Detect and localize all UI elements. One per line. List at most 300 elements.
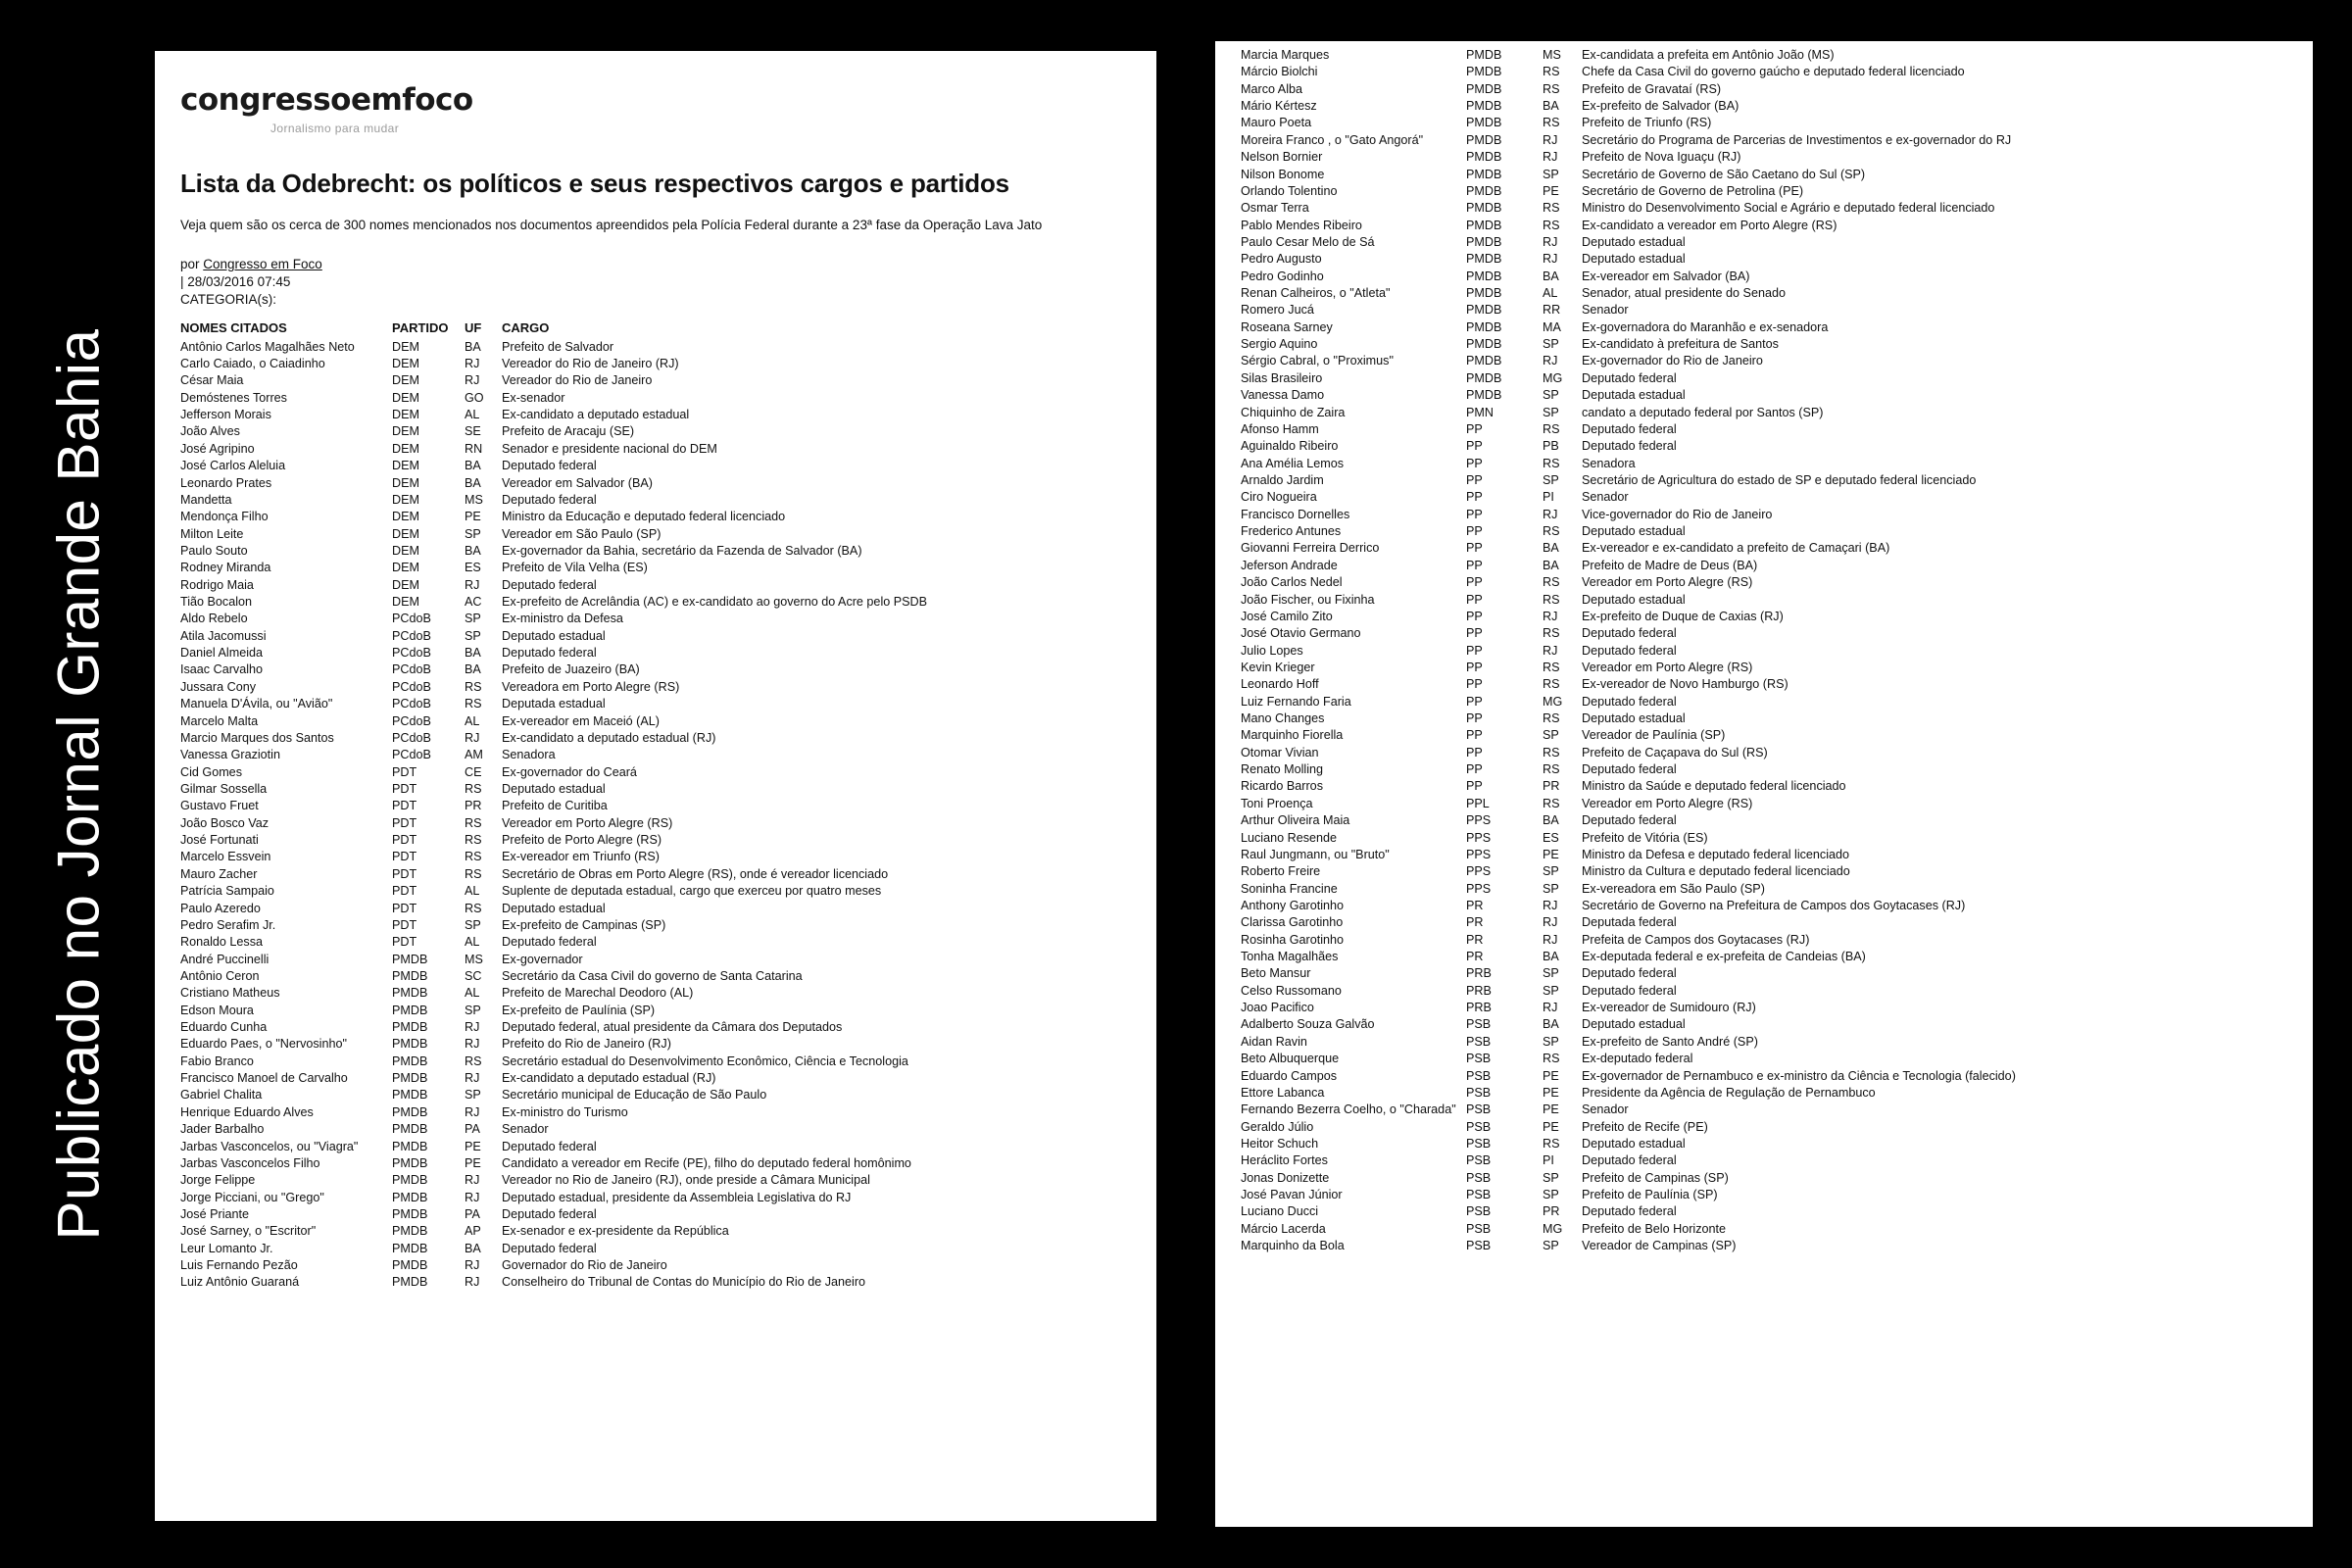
cell-nome: Pedro Augusto <box>1241 252 1322 267</box>
cell-partido: PMDB <box>392 1071 428 1086</box>
cell-cargo: Prefeito de Curitiba <box>502 799 608 813</box>
byline <box>180 256 1131 308</box>
cell-cargo: Governador do Rio de Janeiro <box>502 1258 667 1273</box>
cell-cargo: Ex-vereador em Salvador (BA) <box>1582 269 1750 283</box>
cell-uf: BA <box>1543 558 1559 572</box>
cell-partido: PP <box>1466 779 1483 794</box>
cell-cargo: Ex-prefeito de Paulínia (SP) <box>502 1003 656 1017</box>
cell-partido: PSB <box>1466 1102 1492 1117</box>
cell-partido: PDT <box>392 901 417 915</box>
table-row <box>180 985 1131 1002</box>
cell-nome: Heráclito Fortes <box>1241 1153 1328 1168</box>
cell-uf: RS <box>1543 626 1560 641</box>
table-row <box>180 798 1131 814</box>
cell-cargo: Vereador em Salvador (BA) <box>502 475 653 490</box>
cell-uf: MG <box>1543 370 1563 385</box>
cell-cargo: Deputado federal <box>1582 983 1677 998</box>
cell-uf: RS <box>465 901 482 915</box>
cell-cargo: Prefeito de Madre de Deus (BA) <box>1582 558 1758 572</box>
cell-partido: DEM <box>392 441 419 456</box>
cell-nome: Pedro Serafim Jr. <box>180 917 276 932</box>
cell-partido: DEM <box>392 390 419 405</box>
cell-uf: RJ <box>465 1071 480 1086</box>
cell-uf: RJ <box>465 1275 480 1290</box>
cell-partido: PP <box>1466 524 1483 539</box>
cell-partido: PMDB <box>392 1155 428 1170</box>
byline-prefix: por <box>180 257 204 272</box>
cell-cargo: Deputado federal <box>1582 762 1677 777</box>
cell-nome: Roberto Freire <box>1241 864 1321 879</box>
table-row <box>1241 251 2287 268</box>
table-row <box>180 577 1131 594</box>
cell-nome: Cristiano Matheus <box>180 986 280 1001</box>
cell-nome: Marco Alba <box>1241 81 1302 96</box>
cell-nome: Joao Pacifico <box>1241 1001 1314 1015</box>
table-row <box>180 764 1131 781</box>
cell-cargo: Deputado federal, atual presidente da Câmara dos Deputados <box>502 1020 843 1035</box>
cell-uf: SP <box>1543 337 1559 352</box>
cell-nome: Frederico Antunes <box>1241 524 1342 539</box>
cell-cargo: Presidente da Agência de Regulação de Pernambuco <box>1582 1085 1876 1100</box>
cell-partido: PMDB <box>392 1258 428 1273</box>
cell-partido: PSB <box>1466 1137 1492 1151</box>
cell-cargo: Deputada estadual <box>1582 388 1686 403</box>
cell-nome: Raul Jungmann, ou "Bruto" <box>1241 847 1390 861</box>
cell-nome: Paulo Souto <box>180 543 248 558</box>
cell-uf: RS <box>465 815 482 830</box>
cell-cargo: Secretário de Governo na Prefeitura de Campos dos Goytacases (RJ) <box>1582 898 1966 912</box>
cell-partido: PMDB <box>392 1224 428 1239</box>
cell-partido: PMDB <box>1466 48 1502 62</box>
cell-cargo: Prefeito de Triunfo (RS) <box>1582 116 1712 130</box>
cell-uf: SP <box>1543 167 1559 181</box>
site-logo: congressoemfoco <box>180 82 473 118</box>
column-header-nome: NOMES CITADOS <box>180 319 287 335</box>
cell-uf: AL <box>465 713 480 728</box>
cell-partido: PCdoB <box>392 713 431 728</box>
cell-partido: PCdoB <box>392 662 431 677</box>
cell-partido: PMDB <box>1466 337 1502 352</box>
cell-uf: RS <box>1543 1137 1560 1151</box>
cell-partido: PSB <box>1466 1170 1492 1185</box>
cell-cargo: Prefeito de Gravataí (RS) <box>1582 81 1722 96</box>
cell-uf: RJ <box>465 577 480 592</box>
cell-partido: PP <box>1466 609 1483 623</box>
table-row <box>180 679 1131 696</box>
table-row <box>1241 812 2287 829</box>
cell-uf: RJ <box>1543 915 1558 930</box>
cell-cargo: Ex-governador do Ceará <box>502 764 637 779</box>
cell-nome: Antônio Ceron <box>180 968 260 983</box>
cell-cargo: Deputado federal <box>502 1241 597 1255</box>
cell-nome: Tião Bocalon <box>180 595 253 610</box>
cell-nome: Pablo Mendes Ribeiro <box>1241 218 1362 232</box>
cell-uf: MG <box>1543 694 1563 709</box>
cell-nome: Luis Fernando Pezão <box>180 1258 298 1273</box>
table-row <box>1241 269 2287 285</box>
cell-cargo: Deputado federal <box>502 1139 597 1153</box>
table-header-row <box>180 318 1131 339</box>
people-table-left-body <box>180 339 1131 1292</box>
table-row <box>180 1139 1131 1155</box>
table-row <box>180 901 1131 917</box>
table-row <box>1241 863 2287 880</box>
cell-partido: PP <box>1466 421 1483 436</box>
cell-nome: Leonardo Hoff <box>1241 677 1319 692</box>
document-page-right <box>1215 41 2313 1527</box>
cell-partido: PSB <box>1466 1204 1492 1219</box>
cell-partido: PDT <box>392 799 417 813</box>
cell-partido: PCdoB <box>392 697 431 711</box>
cell-cargo: Ex-vereador e ex-candidato a prefeito de Camaçari (BA) <box>1582 541 1890 556</box>
cell-cargo: Prefeito de Salvador <box>502 339 614 354</box>
cell-partido: PMDB <box>392 1054 428 1068</box>
cell-nome: Manuela D'Ávila, ou "Avião" <box>180 697 333 711</box>
masthead <box>180 82 1131 135</box>
table-row <box>1241 302 2287 318</box>
cell-cargo: Deputado estadual <box>1582 1017 1686 1032</box>
cell-uf: RS <box>1543 711 1560 726</box>
table-row <box>180 356 1131 372</box>
cell-uf: SP <box>465 526 481 541</box>
cell-uf: PE <box>1543 1085 1559 1100</box>
cell-cargo: Candidato a vereador em Recife (PE), filho do deputado federal homônimo <box>502 1155 911 1170</box>
cell-partido: PMDB <box>1466 116 1502 130</box>
cell-nome: Eduardo Paes, o "Nervosinho" <box>180 1037 347 1052</box>
cell-partido: PP <box>1466 592 1483 607</box>
cell-nome: Henrique Eduardo Alves <box>180 1104 314 1119</box>
cell-nome: Vanessa Graziotin <box>180 748 280 762</box>
cell-uf: RJ <box>1543 643 1558 658</box>
cell-cargo: Senador <box>502 1122 549 1137</box>
cell-uf: AL <box>465 408 480 422</box>
cell-partido: PMDB <box>392 1003 428 1017</box>
table-row <box>180 934 1131 951</box>
cell-uf: RN <box>465 441 483 456</box>
cell-nome: Leur Lomanto Jr. <box>180 1241 273 1255</box>
cell-cargo: Prefeito de Caçapava do Sul (RS) <box>1582 745 1768 760</box>
cell-cargo: Ministro do Desenvolvimento Social e Agrário e deputado federal licenciado <box>1582 201 1995 216</box>
cell-cargo: Ex-senador <box>502 390 565 405</box>
cell-uf: RS <box>1543 1052 1560 1066</box>
table-row <box>1241 847 2287 863</box>
cell-cargo: Ex-prefeito de Campinas (SP) <box>502 917 666 932</box>
cell-cargo: Deputado federal <box>1582 439 1677 454</box>
table-row <box>1241 1068 2287 1085</box>
cell-cargo: Prefeito de Vila Velha (ES) <box>502 561 648 575</box>
byline-date: | 28/03/2016 07:45 <box>180 274 291 290</box>
cell-partido: PMDB <box>1466 81 1502 96</box>
cell-cargo: Ex-governador <box>502 952 583 966</box>
cell-nome: Giovanni Ferreira Derrico <box>1241 541 1380 556</box>
table-row <box>1241 1136 2287 1152</box>
cell-partido: DEM <box>392 408 419 422</box>
cell-partido: PMDB <box>1466 234 1502 249</box>
cell-uf: PE <box>1543 183 1559 198</box>
cell-cargo: Vereador de Paulínia (SP) <box>1582 728 1726 743</box>
cell-uf: BA <box>465 475 481 490</box>
cell-nome: Luciano Ducci <box>1241 1204 1319 1219</box>
cell-partido: PMDB <box>1466 218 1502 232</box>
cell-nome: Osmar Terra <box>1241 201 1309 216</box>
cell-cargo: Ex-candidato a deputado estadual (RJ) <box>502 730 716 745</box>
cell-nome: Pedro Godinho <box>1241 269 1324 283</box>
cell-nome: Márcio Biolchi <box>1241 65 1318 79</box>
cell-partido: PMDB <box>392 1206 428 1221</box>
table-row <box>1241 625 2287 642</box>
cell-nome: Renan Calheiros, o "Atleta" <box>1241 286 1391 301</box>
cell-cargo: Ex-vereador em Maceió (AL) <box>502 713 660 728</box>
cell-uf: SP <box>1543 1034 1559 1049</box>
cell-partido: PR <box>1466 898 1484 912</box>
cell-partido: PDT <box>392 866 417 881</box>
table-row <box>180 492 1131 509</box>
table-row <box>180 1155 1131 1172</box>
table-row <box>180 730 1131 747</box>
people-table-right <box>1241 47 2287 1255</box>
cell-uf: SP <box>1543 405 1559 419</box>
cell-partido: PDT <box>392 833 417 848</box>
cell-cargo: candato a deputado federal por Santos (SP) <box>1582 405 1824 419</box>
cell-cargo: Deputado federal <box>1582 421 1677 436</box>
cell-uf: RS <box>1543 796 1560 810</box>
table-row <box>1241 727 2287 744</box>
cell-cargo: Deputado estadual <box>1582 234 1686 249</box>
cell-uf: BA <box>465 646 481 661</box>
table-row <box>1241 523 2287 540</box>
cell-cargo: Deputado federal <box>502 646 597 661</box>
cell-uf: RS <box>1543 201 1560 216</box>
cell-nome: Clarissa Garotinho <box>1241 915 1344 930</box>
cell-partido: PMDB <box>392 1104 428 1119</box>
cell-uf: BA <box>1543 950 1559 964</box>
cell-uf: RS <box>465 850 482 864</box>
cell-cargo: Prefeito de Nova Iguaçu (RJ) <box>1582 150 1741 165</box>
cell-partido: DEM <box>392 577 419 592</box>
cell-nome: Ana Amélia Lemos <box>1241 456 1345 470</box>
cell-uf: PE <box>1543 1102 1559 1117</box>
cell-nome: Francisco Manoel de Carvalho <box>180 1071 348 1086</box>
cell-uf: PB <box>1543 439 1559 454</box>
cell-cargo: Deputado estadual <box>1582 252 1686 267</box>
cell-cargo: Secretário da Casa Civil do governo de Santa Catarina <box>502 968 803 983</box>
cell-cargo: Ex-vereador em Triunfo (RS) <box>502 850 660 864</box>
cell-partido: PPS <box>1466 830 1492 845</box>
table-row <box>1241 592 2287 609</box>
cell-nome: Marquinho Fiorella <box>1241 728 1344 743</box>
table-row <box>1241 489 2287 506</box>
cell-partido: PP <box>1466 490 1483 505</box>
table-row <box>180 696 1131 712</box>
cell-nome: Aguinaldo Ribeiro <box>1241 439 1339 454</box>
cell-cargo: Ex-prefeito de Acrelândia (AC) e ex-candidato ao governo do Acre pelo PSDB <box>502 595 928 610</box>
cell-cargo: Prefeito do Rio de Janeiro (RJ) <box>502 1037 671 1052</box>
table-row <box>1241 1238 2287 1254</box>
cell-nome: Beto Mansur <box>1241 966 1311 981</box>
cell-cargo: Vereador em São Paulo (SP) <box>502 526 662 541</box>
cell-partido: PSB <box>1466 1188 1492 1202</box>
cell-nome: Chiquinho de Zaira <box>1241 405 1346 419</box>
table-row <box>180 645 1131 662</box>
cell-partido: PMDB <box>392 1122 428 1137</box>
cell-cargo: Ex-candidato à prefeitura de Santos <box>1582 337 1779 352</box>
cell-nome: Gilmar Sossella <box>180 782 268 796</box>
cell-uf: BA <box>465 662 481 677</box>
table-row <box>1241 319 2287 336</box>
cell-nome: Renato Molling <box>1241 762 1324 777</box>
cell-cargo: Vereadora em Porto Alegre (RS) <box>502 679 680 694</box>
cell-partido: PMDB <box>392 1190 428 1204</box>
cell-cargo: Deputado estadual <box>502 628 606 643</box>
cell-cargo: Deputado federal <box>1582 966 1677 981</box>
table-row <box>180 866 1131 883</box>
cell-cargo: Deputada federal <box>1582 915 1677 930</box>
cell-partido: PRB <box>1466 983 1492 998</box>
cell-uf: SP <box>1543 1188 1559 1202</box>
cell-cargo: Prefeito de Paulínia (SP) <box>1582 1188 1718 1202</box>
table-row <box>180 713 1131 730</box>
cell-nome: José Camilo Zito <box>1241 609 1333 623</box>
cell-cargo: Prefeito de Marechal Deodoro (AL) <box>502 986 694 1001</box>
cell-cargo: Deputado federal <box>1582 643 1677 658</box>
table-row <box>1241 81 2287 98</box>
cell-cargo: Ministro da Cultura e deputado federal licenciado <box>1582 864 1850 879</box>
cell-uf: ES <box>1543 830 1559 845</box>
table-row <box>180 560 1131 576</box>
table-row <box>1241 660 2287 676</box>
cell-partido: PSB <box>1466 1017 1492 1032</box>
cell-nome: Antônio Carlos Magalhães Neto <box>180 339 355 354</box>
cell-partido: PP <box>1466 677 1483 692</box>
cell-nome: Roseana Sarney <box>1241 319 1333 334</box>
vertical-watermark-caption <box>0 0 157 1568</box>
cell-cargo: Deputado federal <box>1582 813 1677 828</box>
cell-uf: SP <box>1543 388 1559 403</box>
cell-cargo: Senadora <box>1582 456 1636 470</box>
cell-nome: Fabio Branco <box>180 1054 254 1068</box>
cell-cargo: Deputado estadual <box>1582 524 1686 539</box>
cell-uf: SP <box>1543 881 1559 896</box>
cell-partido: PDT <box>392 764 417 779</box>
cell-uf: GO <box>465 390 484 405</box>
cell-partido: PCdoB <box>392 730 431 745</box>
cell-cargo: Secretário de Obras em Porto Alegre (RS), onde é vereador licenciado <box>502 866 889 881</box>
cell-cargo: Chefe da Casa Civil do governo gaúcho e deputado federal licenciado <box>1582 65 1965 79</box>
cell-uf: RJ <box>1543 898 1558 912</box>
cell-uf: RJ <box>1543 507 1558 521</box>
cell-cargo: Prefeito de Porto Alegre (RS) <box>502 833 662 848</box>
cell-uf: RJ <box>1543 234 1558 249</box>
cell-uf: SP <box>1543 1170 1559 1185</box>
cell-partido: PSB <box>1466 1153 1492 1168</box>
cell-nome: Mário Kértesz <box>1241 99 1317 114</box>
cell-uf: SP <box>1543 966 1559 981</box>
cell-uf: PA <box>465 1122 480 1137</box>
cell-nome: Beto Albuquerque <box>1241 1052 1340 1066</box>
cell-nome: Luiz Antônio Guaraná <box>180 1275 300 1290</box>
cell-partido: PPS <box>1466 881 1492 896</box>
cell-uf: MS <box>465 952 483 966</box>
cell-cargo: Secretário de Governo de São Caetano do Sul (SP) <box>1582 167 1866 181</box>
cell-uf: PE <box>465 1139 481 1153</box>
cell-cargo: Deputado federal <box>1582 1153 1677 1168</box>
cell-nome: Arthur Oliveira Maia <box>1241 813 1350 828</box>
byline-author-link[interactable]: Congresso em Foco <box>203 257 322 272</box>
cell-partido: PMDB <box>1466 150 1502 165</box>
cell-uf: PA <box>465 1206 480 1221</box>
cell-nome: José Agripino <box>180 441 255 456</box>
cell-partido: PSB <box>1466 1119 1492 1134</box>
table-row <box>180 407 1131 423</box>
table-row <box>180 1036 1131 1053</box>
cell-cargo: Deputado estadual <box>502 901 606 915</box>
table-row <box>180 1054 1131 1070</box>
cell-nome: Aidan Ravin <box>1241 1034 1307 1049</box>
table-row <box>1241 421 2287 438</box>
cell-nome: Jorge Felippe <box>180 1173 256 1188</box>
table-row <box>1241 745 2287 761</box>
cell-cargo: Deputado estadual <box>1582 592 1686 607</box>
cell-uf: AL <box>1543 286 1558 301</box>
cell-partido: PMDB <box>392 1088 428 1102</box>
table-row <box>1241 609 2287 625</box>
table-row <box>1241 200 2287 217</box>
cell-nome: Mano Changes <box>1241 711 1325 726</box>
cell-uf: RS <box>465 866 482 881</box>
table-row <box>1241 574 2287 591</box>
cell-partido: PMDB <box>1466 132 1502 147</box>
cell-partido: PMDB <box>392 1275 428 1290</box>
cell-cargo: Prefeito de Campinas (SP) <box>1582 1170 1729 1185</box>
cell-uf: PR <box>1543 779 1560 794</box>
cell-cargo: Ex-governadora do Maranhão e ex-senadora <box>1582 319 1829 334</box>
cell-uf: RS <box>1543 218 1560 232</box>
table-row <box>180 1206 1131 1223</box>
cell-partido: PSB <box>1466 1034 1492 1049</box>
cell-partido: PMN <box>1466 405 1494 419</box>
table-row <box>180 1241 1131 1257</box>
cell-cargo: Deputado estadual <box>502 782 606 796</box>
cell-partido: PDT <box>392 850 417 864</box>
cell-cargo: Ex-vereador de Novo Hamburgo (RS) <box>1582 677 1788 692</box>
cell-nome: Luciano Resende <box>1241 830 1338 845</box>
cell-uf: SP <box>1543 472 1559 487</box>
cell-uf: PR <box>1543 1204 1560 1219</box>
table-row <box>1241 1085 2287 1102</box>
table-row <box>1241 1221 2287 1238</box>
cell-partido: PMDB <box>1466 388 1502 403</box>
cell-cargo: Ministro da Saúde e deputado federal licenciado <box>1582 779 1846 794</box>
cell-nome: Tonha Magalhães <box>1241 950 1339 964</box>
cell-partido: PSB <box>1466 1085 1492 1100</box>
cell-partido: PCdoB <box>392 628 431 643</box>
cell-partido: PP <box>1466 456 1483 470</box>
table-row <box>1241 183 2287 200</box>
table-row <box>180 1087 1131 1103</box>
table-row <box>1241 643 2287 660</box>
cell-uf: BA <box>465 339 481 354</box>
cell-partido: PSB <box>1466 1052 1492 1066</box>
table-row <box>1241 965 2287 982</box>
cell-nome: Luiz Fernando Faria <box>1241 694 1351 709</box>
table-row <box>1241 1102 2287 1118</box>
cell-nome: Marcio Marques dos Santos <box>180 730 334 745</box>
cell-cargo: Secretário municipal de Educação de São Paulo <box>502 1088 767 1102</box>
cell-uf: SP <box>1543 983 1559 998</box>
cell-uf: RS <box>1543 81 1560 96</box>
cell-uf: PI <box>1543 490 1554 505</box>
table-row <box>180 628 1131 645</box>
